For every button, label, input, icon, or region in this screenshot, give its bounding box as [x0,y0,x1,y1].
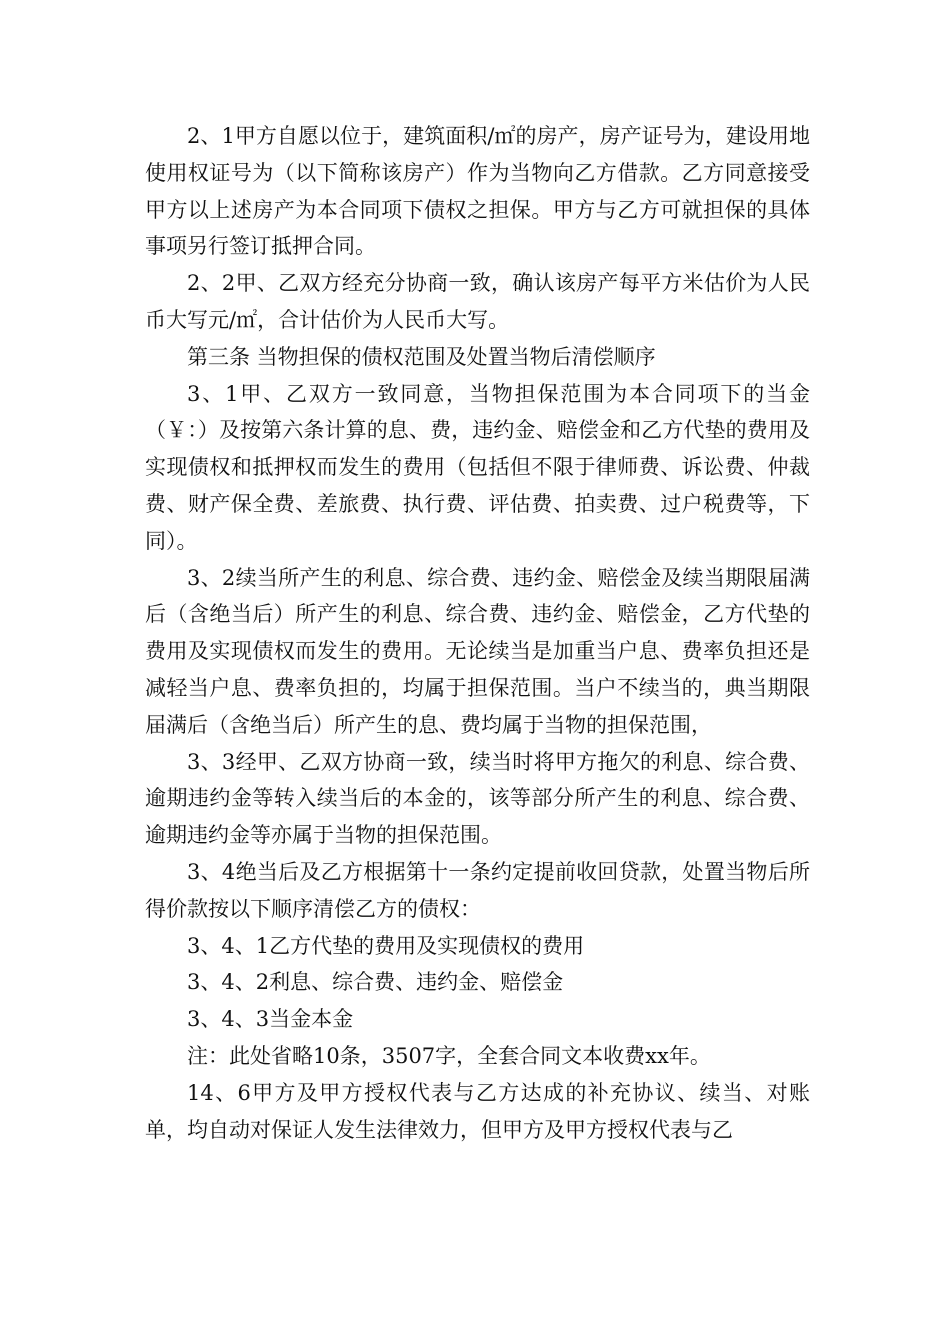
paragraph-3-2: 3、2续当所产生的利息、综合费、违约金、赔偿金及续当期限届满后（含绝当后）所产生的利息、综合费、违约金、赔偿金，乙方代垫的费用及实现债权而发生的费用。无论续当是加重当户息、费率负担还是减轻当户息、费率负担的，均属于担保范围。当户不续当的，典当期限届满后（含绝当后）所产生的息、费均属于当物的担保范围， [145,565,810,737]
paragraph-3-3: 3、3经甲、乙双方协商一致，续当时将甲方拖欠的利息、综合费、逾期违约金等转入续当后的本金的，该等部分所产生的利息、综合费、逾期违约金等亦属于当物的担保范围。 [145,749,810,848]
section-heading-article-3: 第三条 当物担保的债权范围及处置当物后清偿顺序 [187,344,656,369]
paragraph-2-2: 2、2甲、乙双方经充分协商一致，确认该房产每平方米估价为人民币大写元/㎡，合计估价为人民币大写。 [145,271,810,332]
document-body [145,118,810,1148]
paragraph-3-1: 3、1甲、乙双方一致同意，当物担保范围为本合同项下的当金（￥：）及按第六条计算的息、费，违约金、赔偿金和乙方代垫的费用及实现债权和抵押权而发生的费用（包括但不限于律师费、诉讼费、仲裁费、财产保全费、差旅费、执行费、评估费、拍卖费、过户税费等，下同）。 [145,381,810,553]
paragraph-3-4-3: 3、4、3当金本金 [187,1007,354,1032]
paragraph-14-6: 14、6甲方及甲方授权代表与乙方达成的补充协议、续当、对账单，均自动对保证人发生法律效力，但甲方及甲方授权代表与乙 [145,1080,810,1142]
paragraph-3-4: 3、4绝当后及乙方根据第十一条约定提前收回贷款，处置当物后所得价款按以下顺序清偿乙方的债权： [145,859,810,921]
paragraph-3-4-2: 3、4、2利息、综合费、违约金、赔偿金 [187,970,564,995]
omission-note: 注：此处省略10条，3507字，全套合同文本收费xx年。 [187,1043,711,1068]
paragraph-3-4-1: 3、4、1乙方代垫的费用及实现债权的费用 [187,933,585,958]
paragraph-2-1: 2、1甲方自愿以位于，建筑面积/㎡的房产，房产证号为，建设用地使用权证号为（以下简称该房产）作为当物向乙方借款。乙方同意接受甲方以上述房产为本合同项下债权之担保。甲方与乙方可就担保的具体事项另行签订抵押合同。 [145,124,810,259]
